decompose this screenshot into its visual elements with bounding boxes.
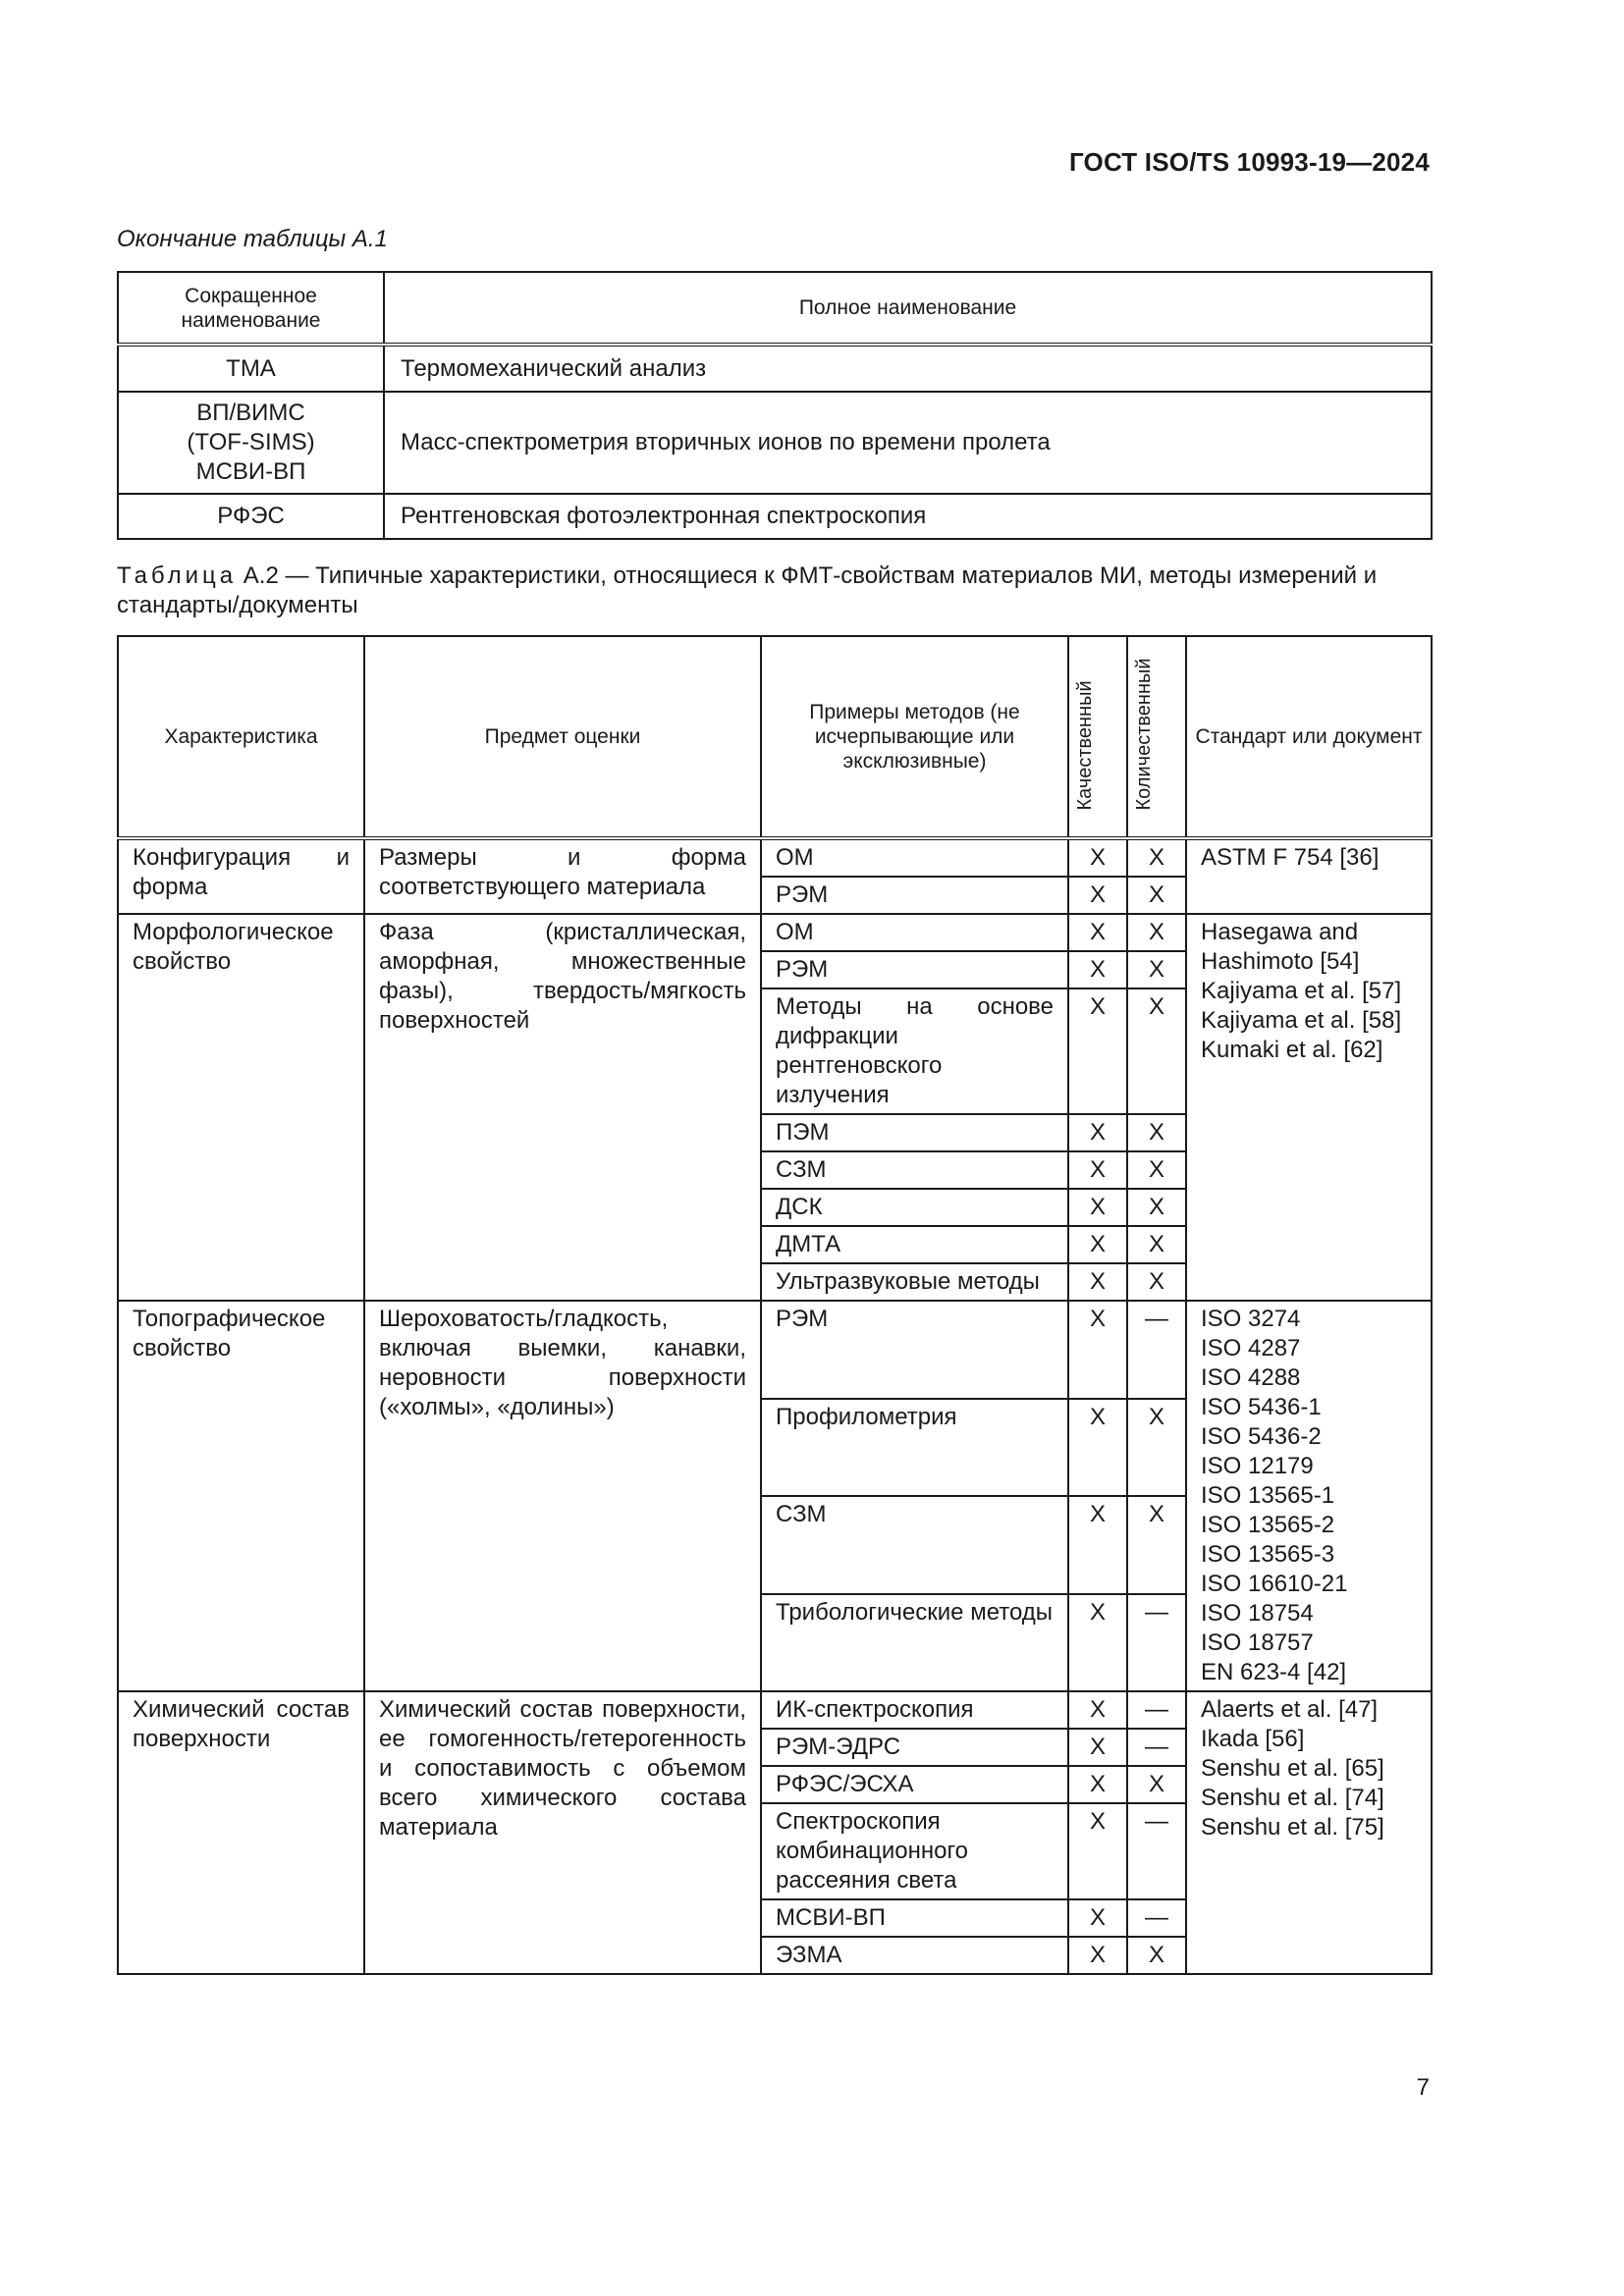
table-row bbox=[118, 1691, 1432, 1729]
quantitative-mark: — bbox=[1127, 1729, 1186, 1766]
quantitative-mark: X bbox=[1127, 1226, 1186, 1263]
characteristic-cell: Конфигурация и форма bbox=[118, 838, 364, 914]
caption-label: Таблица bbox=[117, 562, 238, 589]
qualitative-mark: X bbox=[1068, 951, 1127, 988]
standard-cell bbox=[1186, 1691, 1432, 1974]
abbr-cell bbox=[118, 392, 384, 494]
document-code: ГОСТ ISO/TS 10993-19—2024 bbox=[1068, 147, 1430, 177]
method-cell: ОМ bbox=[761, 838, 1068, 877]
standard-reference: Senshu et al. [74] bbox=[1201, 1785, 1384, 1811]
standard-reference: Senshu et al. [75] bbox=[1201, 1814, 1384, 1841]
standard-cell bbox=[1186, 838, 1432, 914]
qualitative-mark: X bbox=[1068, 838, 1127, 877]
standard-reference: Hasegawa and Hashimoto [54] bbox=[1201, 919, 1360, 975]
table-row bbox=[118, 494, 1432, 539]
quantitative-mark: X bbox=[1127, 1766, 1186, 1803]
full-name-cell: Рентгеновская фотоэлектронная спектроскопия bbox=[384, 494, 1432, 539]
characteristic-cell: Химический состав поверхности bbox=[118, 1691, 364, 1974]
quantitative-mark: — bbox=[1127, 1803, 1186, 1899]
method-cell: ОМ bbox=[761, 914, 1068, 951]
standard-reference: EN 623-4 [42] bbox=[1201, 1659, 1347, 1685]
qualitative-mark: X bbox=[1068, 1766, 1127, 1803]
method-cell: СЗМ bbox=[761, 1151, 1068, 1189]
standard-reference: Alaerts et al. [47] bbox=[1201, 1696, 1379, 1723]
qualitative-mark: X bbox=[1068, 1691, 1127, 1729]
method-cell: Методы на основе дифракции рентгеновского излучения bbox=[761, 988, 1068, 1114]
table-row bbox=[118, 914, 1432, 951]
qualitative-mark: X bbox=[1068, 1399, 1127, 1497]
qualitative-mark: X bbox=[1068, 1151, 1127, 1189]
header-characteristic: Характеристика bbox=[118, 636, 364, 838]
table-a1-header-full: Полное наименование bbox=[384, 272, 1432, 345]
qualitative-mark: X bbox=[1068, 877, 1127, 914]
abbr-cell bbox=[118, 345, 384, 392]
standard-cell bbox=[1186, 914, 1432, 1301]
qualitative-mark: X bbox=[1068, 1937, 1127, 1974]
standard-reference: ISO 3274 bbox=[1201, 1306, 1301, 1332]
table-a2-caption bbox=[117, 561, 1433, 620]
standard-reference: ASTM F 754 [36] bbox=[1201, 844, 1380, 871]
page-number: 7 bbox=[1416, 2074, 1430, 2101]
qualitative-mark: X bbox=[1068, 914, 1127, 951]
standard-reference: ISO 13565-2 bbox=[1201, 1512, 1335, 1538]
standard-reference: ISO 5436-2 bbox=[1201, 1423, 1322, 1450]
standard-reference: ISO 5436-1 bbox=[1201, 1394, 1322, 1420]
quantitative-mark: X bbox=[1127, 1399, 1186, 1497]
standard-reference: ISO 18757 bbox=[1201, 1629, 1314, 1656]
standard-reference: ISO 18754 bbox=[1201, 1600, 1314, 1627]
header-qualitative-text: Качественный bbox=[1074, 680, 1096, 811]
table-a2-body bbox=[118, 838, 1432, 1974]
abbr-text: РФЭС bbox=[217, 503, 285, 529]
qualitative-mark: X bbox=[1068, 1899, 1127, 1937]
standard-reference: ISO 12179 bbox=[1201, 1453, 1314, 1479]
standard-reference: ISO 13565-1 bbox=[1201, 1482, 1335, 1509]
full-name-cell: Масс-спектрометрия вторичных ионов по времени пролета bbox=[384, 392, 1432, 494]
quantitative-mark: — bbox=[1127, 1594, 1186, 1692]
header-standard: Стандарт или документ bbox=[1186, 636, 1432, 838]
standard-reference: Kajiyama et al. [57] bbox=[1201, 978, 1402, 1004]
table-a1-header-abbr: Сокращенное наименование bbox=[118, 272, 384, 345]
qualitative-mark: X bbox=[1068, 1226, 1127, 1263]
method-cell: ДСК bbox=[761, 1189, 1068, 1226]
quantitative-mark: X bbox=[1127, 838, 1186, 877]
full-name-cell: Термомеханический анализ bbox=[384, 345, 1432, 392]
abbr-text: (TOF-SIMS) bbox=[187, 429, 315, 455]
subject-cell: Размеры и форма соответствующего материала bbox=[364, 838, 761, 914]
quantitative-mark: X bbox=[1127, 951, 1186, 988]
method-cell: РЭМ bbox=[761, 951, 1068, 988]
method-cell: РФЭС/ЭСХА bbox=[761, 1766, 1068, 1803]
header-quantitative-text: Количественный bbox=[1133, 658, 1155, 811]
method-cell: ДМТА bbox=[761, 1226, 1068, 1263]
method-cell: Трибологические методы bbox=[761, 1594, 1068, 1692]
quantitative-mark: — bbox=[1127, 1301, 1186, 1399]
method-cell: Спектроскопия комбинационного рассеяния света bbox=[761, 1803, 1068, 1899]
header-subject: Предмет оценки bbox=[364, 636, 761, 838]
standard-reference: ISO 4287 bbox=[1201, 1335, 1301, 1362]
method-cell: СЗМ bbox=[761, 1496, 1068, 1594]
quantitative-mark: X bbox=[1127, 1189, 1186, 1226]
qualitative-mark: X bbox=[1068, 1803, 1127, 1899]
header-quantitative bbox=[1127, 636, 1186, 838]
method-cell: РЭМ bbox=[761, 877, 1068, 914]
method-cell: Профилометрия bbox=[761, 1399, 1068, 1497]
subject-cell: Шероховатость/гладкость, включая выемки, канавки, неровности поверхности («холмы», «долины») bbox=[364, 1301, 761, 1691]
abbr-text: МСВИ-ВП bbox=[195, 458, 306, 485]
table-a1-continuation-label: Окончание таблицы А.1 bbox=[117, 226, 388, 252]
table-row bbox=[118, 838, 1432, 877]
quantitative-mark: X bbox=[1127, 988, 1186, 1114]
method-cell: Ультразвуковые методы bbox=[761, 1263, 1068, 1301]
standard-reference: Senshu et al. [65] bbox=[1201, 1755, 1384, 1782]
table-row bbox=[118, 345, 1432, 392]
subject-cell: Фаза (кристаллическая, аморфная, множественные фазы), твердость/мягкость поверхностей bbox=[364, 914, 761, 1301]
method-cell: ЭЗМА bbox=[761, 1937, 1068, 1974]
quantitative-mark: — bbox=[1127, 1691, 1186, 1729]
table-row bbox=[118, 1301, 1432, 1399]
quantitative-mark: X bbox=[1127, 1114, 1186, 1151]
characteristic-cell: Топографическое свойство bbox=[118, 1301, 364, 1691]
table-a1 bbox=[117, 271, 1433, 540]
characteristic-cell: Морфологическое свойство bbox=[118, 914, 364, 1301]
quantitative-mark: X bbox=[1127, 1263, 1186, 1301]
standard-reference: ISO 4288 bbox=[1201, 1364, 1301, 1391]
standard-reference: Ikada [56] bbox=[1201, 1726, 1305, 1752]
quantitative-mark: X bbox=[1127, 1496, 1186, 1594]
qualitative-mark: X bbox=[1068, 1594, 1127, 1692]
qualitative-mark: X bbox=[1068, 1263, 1127, 1301]
abbr-text: ТМА bbox=[226, 354, 276, 382]
quantitative-mark: X bbox=[1127, 914, 1186, 951]
method-cell: РЭМ-ЭДРС bbox=[761, 1729, 1068, 1766]
standard-reference: ISO 16610-21 bbox=[1201, 1571, 1348, 1597]
header-qualitative bbox=[1068, 636, 1127, 838]
standard-reference: ISO 13565-3 bbox=[1201, 1541, 1335, 1568]
standard-reference: Kumaki et al. [62] bbox=[1201, 1037, 1383, 1063]
qualitative-mark: X bbox=[1068, 988, 1127, 1114]
method-cell: РЭМ bbox=[761, 1301, 1068, 1399]
qualitative-mark: X bbox=[1068, 1189, 1127, 1226]
caption-text: А.2 — Типичные характеристики, относящиеся к ФМТ-свойствам материалов МИ, методы измерений и стандарты/документы bbox=[117, 562, 1378, 618]
quantitative-mark: X bbox=[1127, 1937, 1186, 1974]
qualitative-mark: X bbox=[1068, 1496, 1127, 1594]
table-row bbox=[118, 392, 1432, 494]
method-cell: ПЭМ bbox=[761, 1114, 1068, 1151]
method-cell: ИК-спектроскопия bbox=[761, 1691, 1068, 1729]
subject-cell: Химический состав поверхности, ее гомогенность/гетерогенность и сопоставимость с объемом всего химического состава материала bbox=[364, 1691, 761, 1974]
method-cell: МСВИ-ВП bbox=[761, 1899, 1068, 1937]
qualitative-mark: X bbox=[1068, 1301, 1127, 1399]
standard-cell bbox=[1186, 1301, 1432, 1691]
quantitative-mark: X bbox=[1127, 877, 1186, 914]
qualitative-mark: X bbox=[1068, 1729, 1127, 1766]
quantitative-mark: X bbox=[1127, 1151, 1186, 1189]
standard-reference: Kajiyama et al. [58] bbox=[1201, 1007, 1402, 1034]
header-methods: Примеры методов (не исчерпывающие или эксклюзивные) bbox=[761, 636, 1068, 838]
table-a2 bbox=[117, 635, 1433, 1975]
abbr-text: ВП/ВИМС bbox=[196, 400, 305, 426]
quantitative-mark: — bbox=[1127, 1899, 1186, 1937]
abbr-cell bbox=[118, 494, 384, 539]
qualitative-mark: X bbox=[1068, 1114, 1127, 1151]
